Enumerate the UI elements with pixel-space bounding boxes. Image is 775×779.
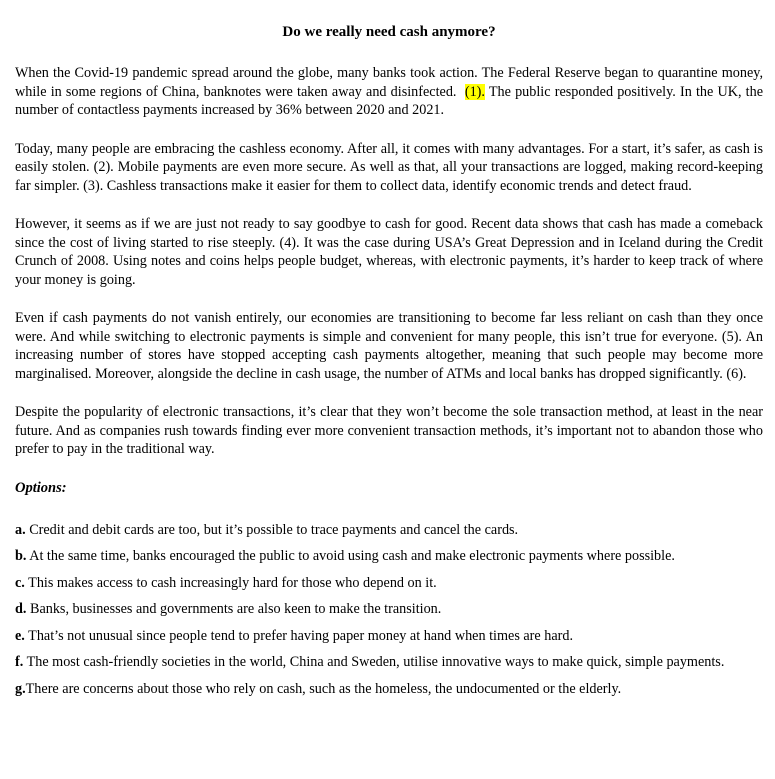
paragraph-1-text: When the Covid-19 pandemic spread around the globe, many banks took action. The Federal Reserve began to quarantine money, while in some regions of China, banknotes were taken away and disinfected. xyxy=(15,65,763,100)
option-text: At the same time, banks encouraged the public to avoid using cash and make electronic payments where possible. xyxy=(26,548,675,564)
option-text: That’s not unusual since people tend to prefer having paper money at hand when times are hard. xyxy=(24,627,574,644)
option-letter: c. xyxy=(15,574,25,591)
option-letter: g. xyxy=(15,680,26,697)
option-e xyxy=(15,627,763,646)
option-text: This makes access to cash increasingly hard for those who depend on it. xyxy=(24,574,437,591)
option-g xyxy=(15,680,763,699)
paragraph-5: Despite the popularity of electronic transactions, it’s clear that they won’t become the sole transaction method, at least in the near future. And as companies rush towards finding ever more convenient transaction methods, it’s important not to abandon those who prefer to pay in the traditional way. xyxy=(15,404,763,457)
option-letter: b. xyxy=(15,548,27,564)
paragraph-1 xyxy=(15,64,763,120)
option-text: Credit and debit cards are too, but it’s possible to trace payments and cancel the cards. xyxy=(25,521,519,538)
option-letter: e. xyxy=(15,627,25,644)
option-d xyxy=(15,600,763,619)
option-f xyxy=(15,653,763,672)
highlighted-gap-1: (1). xyxy=(464,83,485,100)
option-c xyxy=(15,574,763,593)
option-text: There are concerns about those who rely on cash, such as the homeless, the undocumented or the elderly. xyxy=(25,680,622,697)
option-letter: f. xyxy=(15,654,24,670)
option-a xyxy=(15,521,763,540)
option-b xyxy=(15,547,763,566)
paragraph-1-text-end: The public responded positively. In the UK, the number of contactless payments increased by 36% between 2020 and 2021. xyxy=(15,83,764,118)
document-title: Do we really need cash anymore? xyxy=(282,24,496,40)
option-letter: a. xyxy=(15,521,26,538)
option-text: The most cash-friendly societies in the world, China and Sweden, utilise innovative ways to make quick, simple payments. xyxy=(23,654,725,670)
option-text: Banks, businesses and governments are also keen to make the transition. xyxy=(26,601,442,617)
document-page xyxy=(15,22,763,706)
paragraph-3: However, it seems as if we are just not ready to say goodbye to cash for good. Recent data shows that cash has made a comeback since the cost of living started to rise steeply. (4). It was the case during USA’s Great Depression and in Iceland during the Credit Crunch of 2008. Using notes and coins helps people budget, whereas, with electronic payments, it’s harder to keep track of where your money is going. xyxy=(15,216,763,288)
options-heading: Options: xyxy=(15,479,67,496)
paragraph-4: Even if cash payments do not vanish entirely, our economies are transitioning to become far less reliant on cash than they once were. And while switching to electronic payments is simple and convenient for many people, this isn’t true for everyone. (5). An increasing number of stores have stopped accepting cash payments altogether, meaning that such people may become more marginalised. Moreover, alongside the decline in cash usage, the number of ATMs and local banks has dropped significantly. (6). xyxy=(15,310,763,382)
paragraph-2: Today, many people are embracing the cashless economy. After all, it comes with many advantages. For a start, it’s safer, as cash is easily stolen. (2). Mobile payments are even more secure. As well as that, all your transactions are logged, making record-keeping far simpler. (3). Cashless transactions make it easier for them to collect data, identify economic trends and detect fraud. xyxy=(15,140,763,194)
option-letter: d. xyxy=(15,601,27,617)
